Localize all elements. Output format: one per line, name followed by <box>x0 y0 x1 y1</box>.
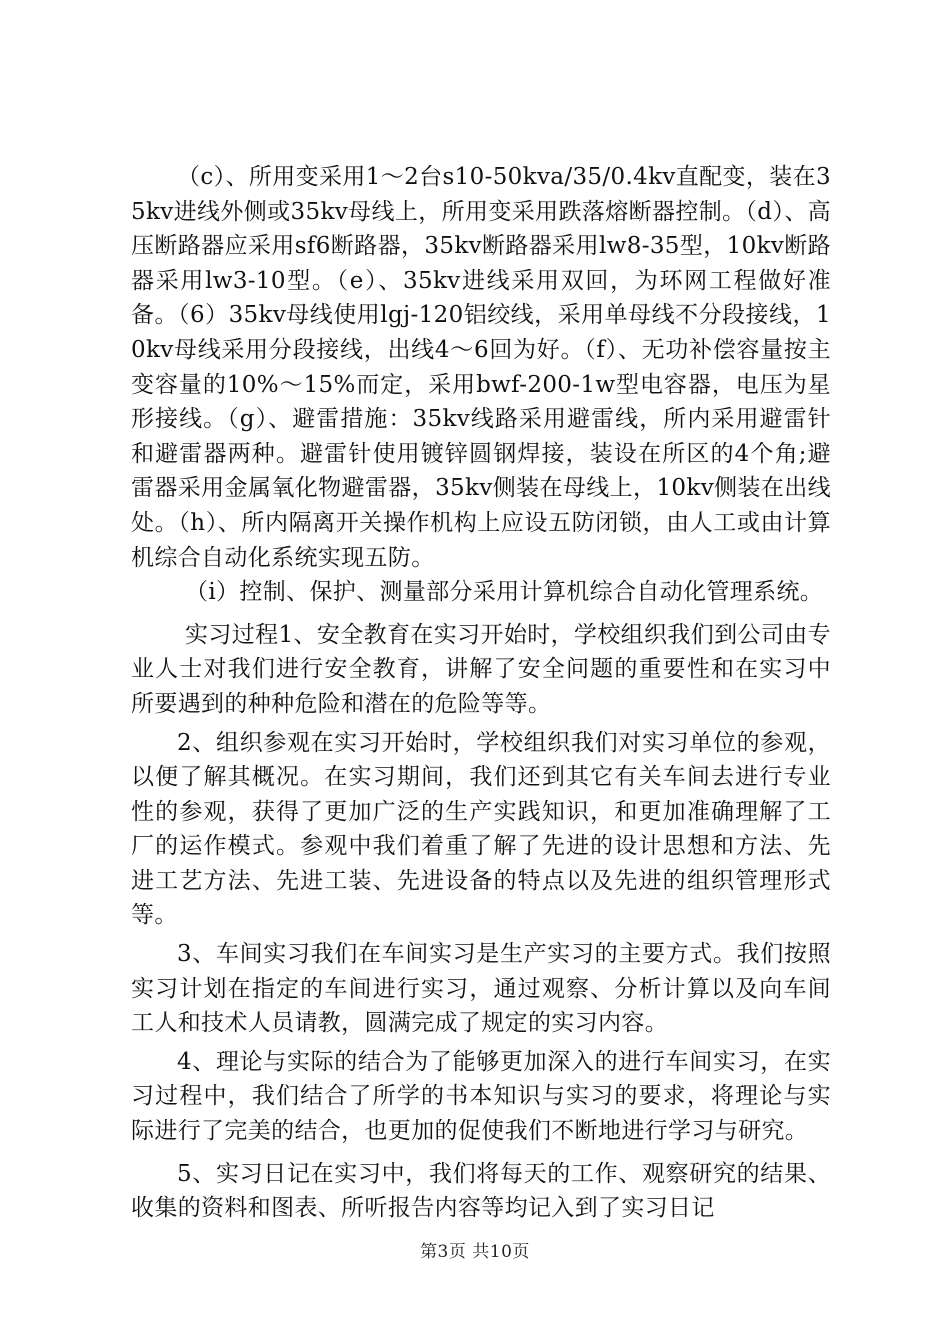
paragraph-visit: 2、组织参观在实习开始时，学校组织我们对实习单位的参观，以便了解其概况。在实习期间，我们还到其它有关车间去进行专业性的参观，获得了更加广泛的生产实践知识，和更加准确理解了工厂的运作模式。参观中我们着重了解了先进的设计思想和方法、先进工艺方法、先进工装、先进设备的特点以及先进的组织管理形式等。 <box>131 729 831 929</box>
page-number-footer: 第3页 共10页 <box>420 1242 530 1262</box>
paragraph-substation-specs: （c）、所用变采用1～2台s10-50kva/35/0.4kv直配变，装在35kv进线外侧或35kv母线上，所用变采用跌落熔断器控制。（d）、高压断路器应采用sf6断路器，35kv断路器采用lw8-35型，10kv断路器采用lw3-10型。（e）、35kv进线采用双回，为环网工程做好准备。（6）35kv母线使用lgj-120铝绞线，采用单母线不分段接线，10kv母线采用分段接线，出线4～6回为好。（f）、无功补偿容量按主变容量的10%～15%而定，采用bwf-200-1w型电容器，电压为星形接线。（g）、避雷措施：35kv线路采用避雷线，所内采用避雷针和避雷器两种。避雷针使用镀锌圆钢焊接，装设在所区的4个角;避雷器采用金属氧化物避雷器，35kv侧装在母线上，10kv侧装在出线处。（h）、所内隔离开关操作机构上应设五防闭锁，由人工或由计算机综合自动化系统实现五防。 <box>131 164 831 571</box>
paragraph-control-system: （i）控制、保护、测量部分采用计算机综合自动化管理系统。 <box>185 579 824 606</box>
paragraph-diary: 5、实习日记在实习中，我们将每天的工作、观察研究的结果、收集的资料和图表、所听报告内容等均记入到了实习日记 <box>131 1160 831 1222</box>
paragraph-theory-practice: 4、理论与实际的结合为了能够更加深入的进行车间实习，在实习过程中，我们结合了所学的书本知识与实习的要求，将理论与实际进行了完美的结合，也更加的促使我们不断地进行学习与研究。 <box>131 1048 831 1145</box>
paragraph-workshop: 3、车间实习我们在车间实习是生产实习的主要方式。我们按照实习计划在指定的车间进行实习，通过观察、分析计算以及向车间工人和技术人员请教，圆满完成了规定的实习内容。 <box>131 941 831 1037</box>
document-body <box>131 160 831 1226</box>
paragraph-safety-education: 实习过程1、安全教育在实习开始时，学校组织我们到公司由专业人士对我们进行安全教育，讲解了安全问题的重要性和在实习中所要遇到的种种危险和潜在的危险等等。 <box>131 621 831 717</box>
